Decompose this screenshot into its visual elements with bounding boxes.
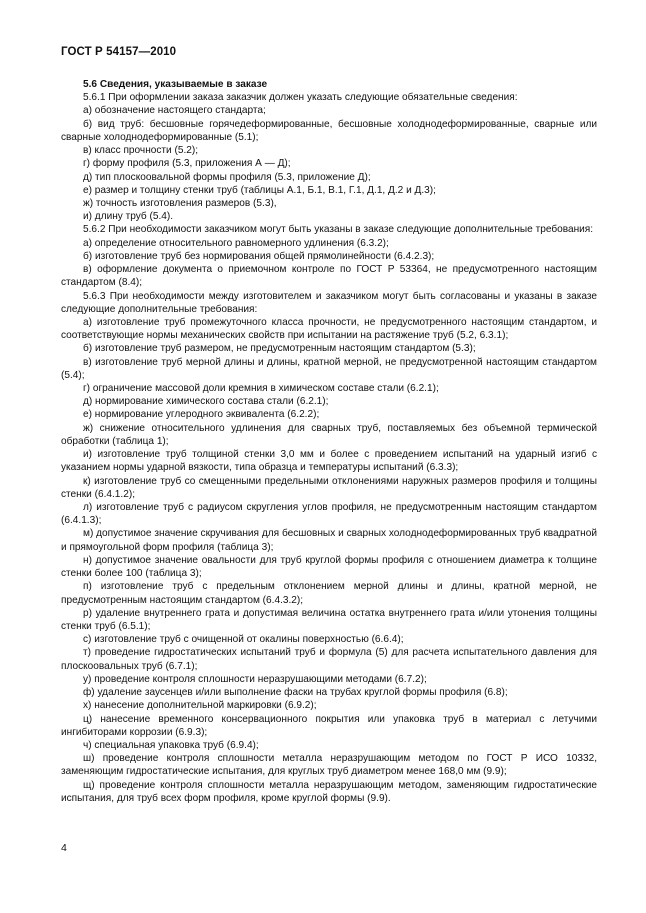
paragraph: 5.6.1 При оформлении заказа заказчик должен указать следующие обязательные сведения:	[83, 92, 518, 104]
paragraph: л) изготовление труб с радиусом скругления углов профиля, не предусмотренным настоящим стандартом (6.4.1.3);	[61, 502, 597, 527]
paragraph: ж) снижение относительного удлинения для сварных труб, поставляемых без объемной термической обработки (таблица 1);	[61, 422, 597, 447]
paragraph: ш) проведение контроля сплошности металла неразрушающим методом по ГОСТ Р ИСО 10332, заменяющим гидростатические испытания, для круглых труб диаметром менее 168,0 мм (9.9);	[61, 753, 597, 778]
paragraph: б) изготовление труб без нормирования общей прямолинейности (6.4.2.3);	[83, 250, 435, 262]
paragraph: а) изготовление труб промежуточного класса прочности, не предусмотренного настоящим стандартом, и соответствующие нормы механических свойств при испытании на растяжение труб (5.2, 6.3.1);	[61, 316, 597, 342]
paragraph: в) оформление документа о приемочном контроле по ГОСТ Р 53364, не предусмотренного настоящим стандартом (8.4);	[61, 264, 597, 289]
paragraph: ч) специальная упаковка труб (6.9.4);	[83, 739, 259, 751]
paragraph: н) допустимое значение овальности для труб круглой формы профиля с отношением диаметра к толщине стенки более 100 (таблица 3);	[61, 554, 597, 580]
paragraph: в) изготовление труб мерной длины и длины, кратной мерной, не предусмотренной настоящим стандартом (5.4);	[61, 356, 597, 381]
paragraph: м) допустимое значение скручивания для бесшовных и сварных холоднодеформированных труб квадратной и прямоугольной форм профиля (таблица 3);	[61, 528, 597, 553]
paragraph: г) форму профиля (5.3, приложения А — Д);	[83, 158, 291, 170]
paragraph: ж) точность изготовления размеров (5.3),	[83, 197, 277, 209]
section-heading: 5.6 Сведения, указываемые в заказе	[83, 79, 268, 90]
paragraph: у) проведение контроля сплошности неразрушающими методами (6.7.2);	[83, 673, 427, 685]
paragraph: д) нормирование химического состава стали (6.2.1);	[83, 396, 329, 408]
paragraph: т) проведение гидростатических испытаний труб и формула (5) для расчета испытательного давления для плоскоовальных труб (6.7.1);	[61, 647, 597, 672]
paragraph: е) нормирование углеродного эквивалента (6.2.2);	[83, 409, 320, 421]
paragraph: е) размер и толщину стенки труб (таблицы А.1, Б.1, В.1, Г.1, Д.1, Д.2 и Д.3);	[83, 184, 436, 196]
paragraph: ц) нанесение временного консервационного покрытия или упаковка труб в материал с летучими ингибиторами коррозии (6.9.3);	[61, 713, 597, 738]
paragraph: а) обозначение настоящего стандарта;	[83, 105, 266, 117]
document-header: ГОСТ Р 54157—2010	[61, 46, 177, 58]
paragraph: б) вид труб: бесшовные горячедеформированные, бесшовные холоднодеформированные, сварные или сварные холоднодеформированные (5.1);	[61, 118, 597, 143]
section-5-6	[61, 78, 597, 805]
paragraph: а) определение относительного равномерного удлинения (6.3.2);	[83, 237, 389, 249]
paragraph-list	[61, 91, 597, 805]
paragraph: к) изготовление труб со смещенными предельными отклонениями наружных размеров профиля и толщины стенки (6.4.1.2);	[61, 475, 597, 500]
page-number: 4	[61, 842, 67, 854]
paragraph: г) ограничение массовой доли кремния в химическом составе стали (6.2.1);	[83, 383, 439, 395]
paragraph: 5.6.2 При необходимости заказчиком могут быть указаны в заказе следующие дополнительные требования:	[83, 224, 594, 236]
paragraph: 5.6.3 При необходимости между изготовителем и заказчиком могут быть согласованы и указаны в заказе следующие дополнительные требования:	[61, 290, 597, 315]
paragraph: ф) удаление заусенцев и/или выполнение фаски на трубах круглой формы профиля (6.8);	[83, 687, 508, 699]
paragraph: д) тип плоскоовальной формы профиля (5.3, приложение Д);	[83, 171, 371, 183]
paragraph: б) изготовление труб размером, не предусмотренным настоящим стандартом (5.3);	[83, 343, 476, 355]
paragraph: и) изготовление труб толщиной стенки 3,0 мм и более с проведением испытаний на ударный изгиб с указанием нормы ударной вязкости, типа образца и температуры испытаний (6.3.3);	[61, 449, 597, 474]
paragraph: п) изготовление труб с предельным отклонением мерной длины и длины, кратной мерной, не предусмотренным настоящим стандартом (6.4.3.2);	[61, 581, 597, 606]
paragraph: х) нанесение дополнительной маркировки (6.9.2);	[83, 700, 317, 712]
paragraph: и) длину труб (5.4).	[83, 211, 174, 223]
paragraph: щ) проведение контроля сплошности металла неразрушающим методом, заменяющим гидростатические испытания, для труб всех форм профиля, кроме круглой формы (9.9).	[61, 779, 597, 804]
paragraph: с) изготовление труб с очищенной от окалины поверхностью (6.6.4);	[83, 634, 404, 646]
paragraph: в) класс прочности (5.2);	[83, 145, 199, 157]
paragraph: р) удаление внутреннего грата и допустимая величина остатка внутреннего грата и/или утонения толщины стенки труб (6.5.1);	[61, 607, 597, 632]
